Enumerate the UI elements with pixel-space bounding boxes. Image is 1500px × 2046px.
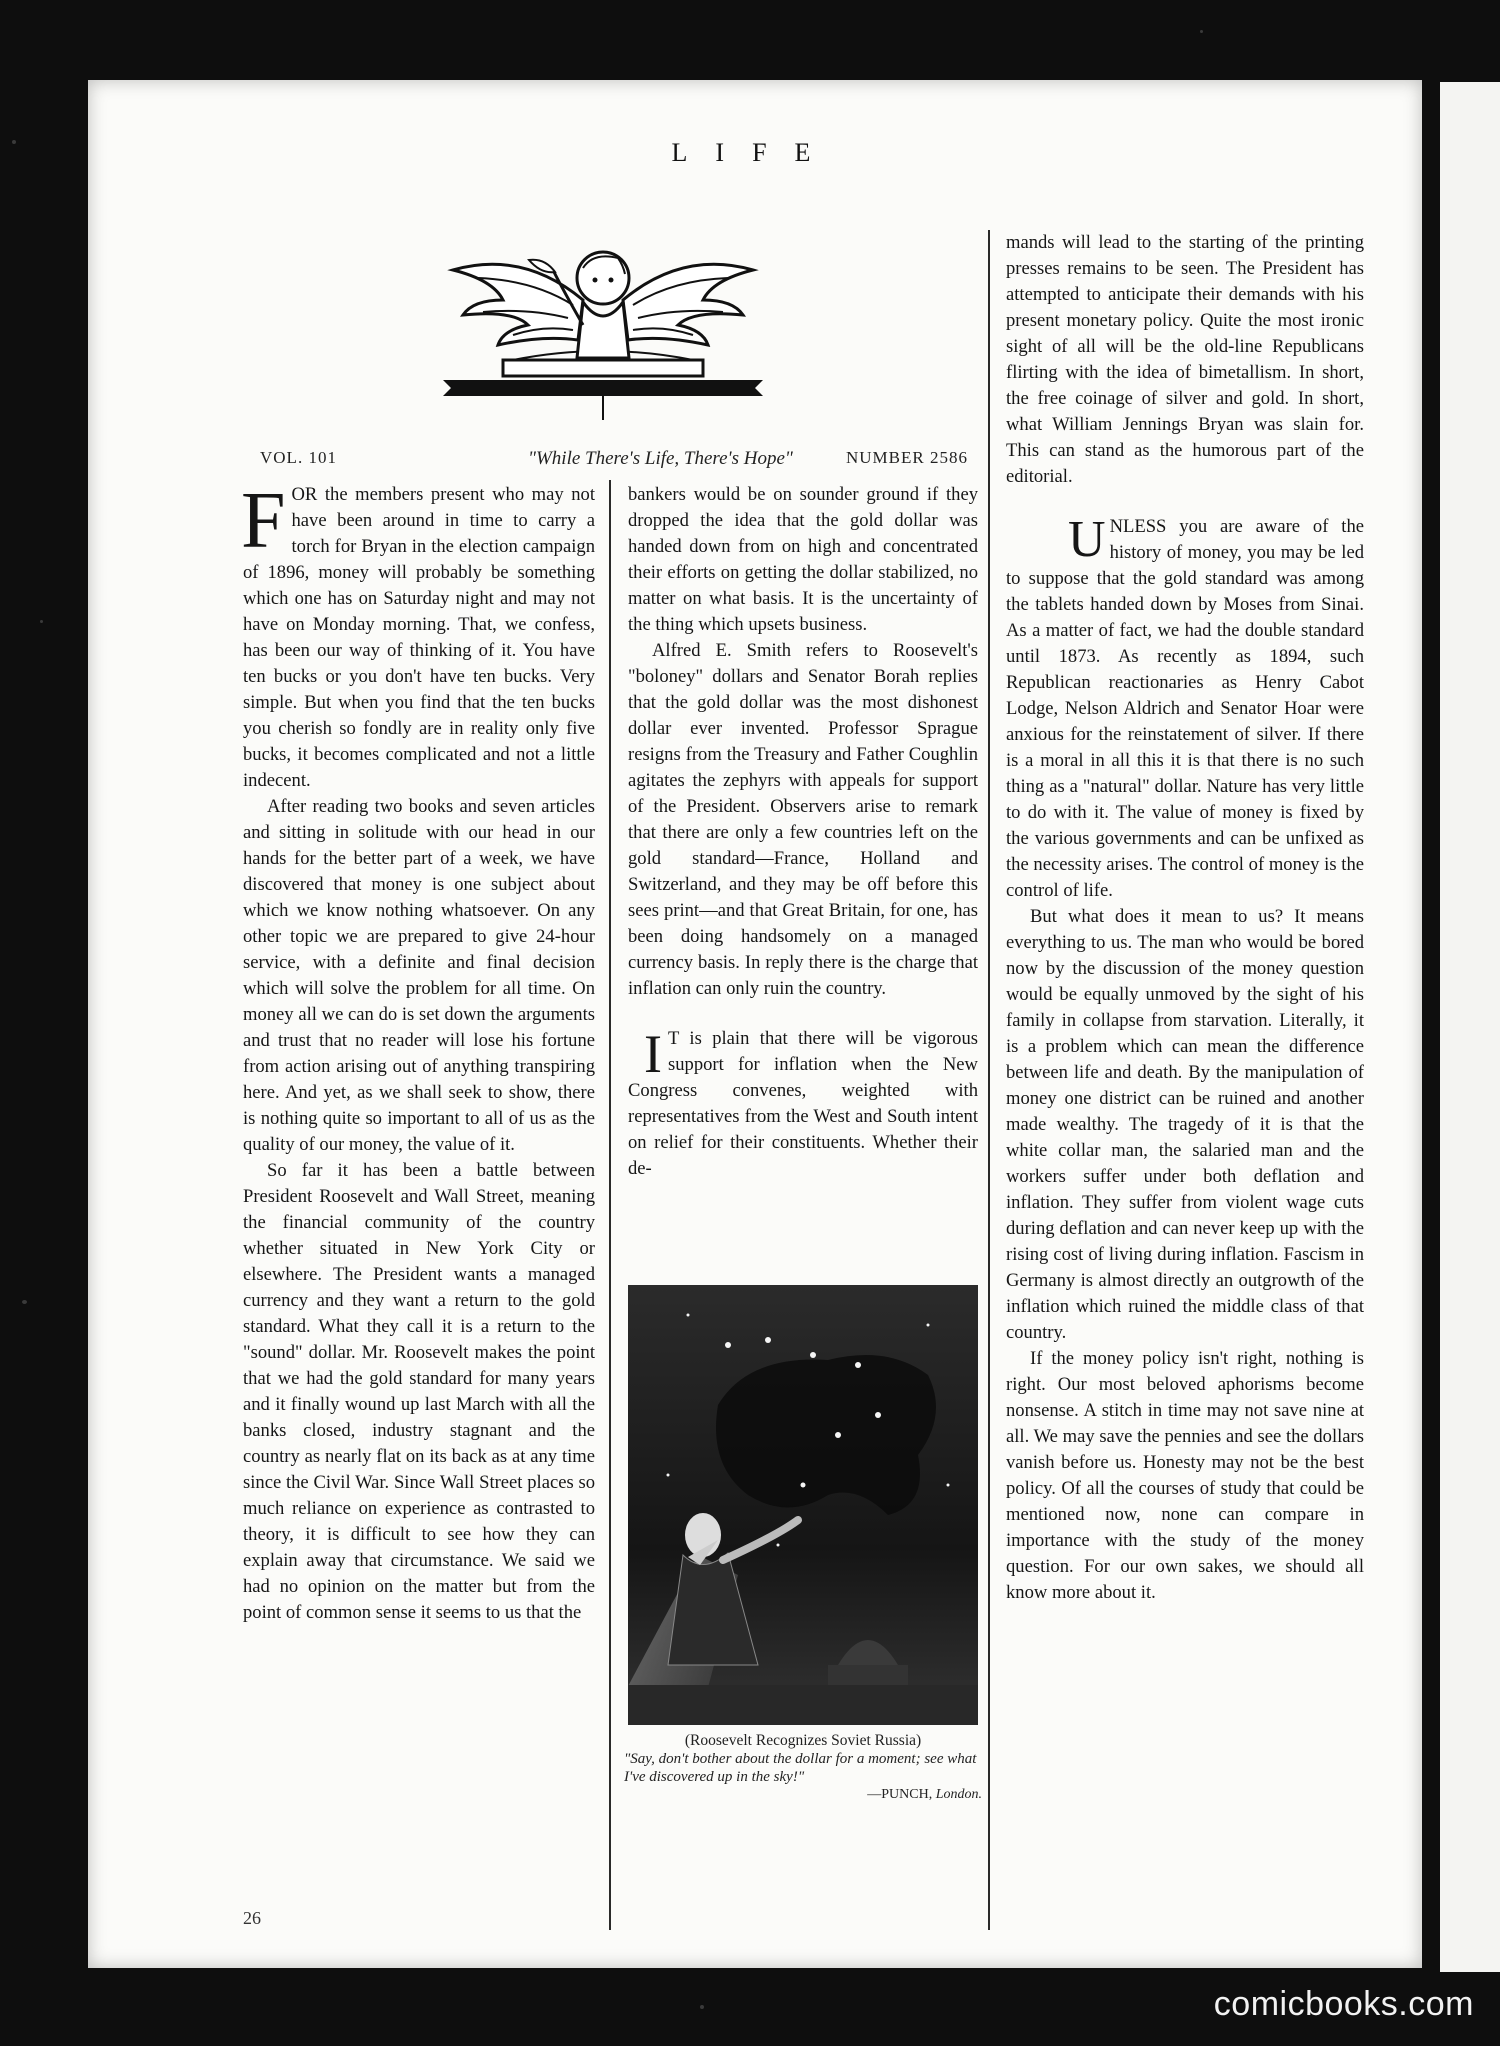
- caption-title: (Roosevelt Recognizes Soviet Russia): [684, 1732, 922, 1749]
- paragraph: So far it has been a battle between President Roosevelt and Wall Street, meaning the financial community of the country whether situated in New York City or elsewhere. The President wants a managed currency and they want a return to the gold standard. What they call it is a return to the "sound" dollar. Mr. Roosevelt makes the point that we had the gold standard for many years and it finally wound up last March with all the banks closed, industry stagnant and the country as nearly flat on its back as at any time since the Civil War. Since Wall Street places so much reliance on experience as contrasted to theory, it is difficult to see how they can explain away that circumstance. We said we had no opinion on the matter but from the point of common sense it seems to us that the: [243, 1160, 595, 1623]
- scan-speck: [40, 620, 43, 623]
- paragraph: Alfred E. Smith refers to Roosevelt's "boloney" dollars and Senator Borah replies that the gold dollar was the most dishonest dollar ever invented. Professor Sprague resigns from the Treasury and Father Coughlin agitates the zephyrs with appeals for support of the President. Observers arise to remark that there are only a few countries left on the gold standard—France, Holland and Switzerland, and they may be off before this sees print—and that Great Britain, for one, has been doing handsomely on a managed currency basis. In reply there is the charge that inflation can only ruin the country.: [628, 640, 978, 999]
- cherub-illustration: [433, 230, 773, 460]
- article-column-3: [1006, 230, 1364, 1606]
- column-rule: [988, 230, 990, 1930]
- scan-speck: [22, 1300, 27, 1304]
- political-cartoon: [628, 1285, 978, 1725]
- drop-cap: U: [1068, 511, 1106, 568]
- magazine-page: [88, 80, 1422, 1968]
- masthead: LIFE: [671, 138, 839, 167]
- paragraph: [241, 477, 595, 794]
- adjacent-page-edge: [1440, 82, 1500, 1972]
- paragraph: [1006, 511, 1364, 904]
- paragraph-text: T is plain that there will be vigorous support for inflation when the New Congress convenes, weighted with representatives from the West and South intent on relief for their constituents. Whether their de-: [628, 1028, 978, 1179]
- scan-speck: [700, 2005, 704, 2009]
- caption-credit: [624, 1786, 982, 1804]
- page-number: 26: [243, 1908, 261, 1928]
- lead-in: NLESS: [1109, 516, 1167, 537]
- paragraph: After reading two books and seven articles and sitting in solitude with our head in our hands for the better part of a week, we have discovered that money is one subject about which we know nothing whatsoever. On any other topic we are prepared to give 24-hour service, with a definite and final decision which will solve the problem for all time. On money all we can do is set down the arguments and trust that no reader will lose his fortune from action arising out of anything transpiring here. And yet, as we shall seek to show, there is nothing quite so important to all of us as the quality of our money, the value of it.: [243, 796, 595, 1155]
- magazine-motto: "While There's Life, There's Hope": [528, 448, 793, 469]
- credit-place: London.: [935, 1787, 982, 1802]
- scan-speck: [1200, 30, 1203, 33]
- lead-in: OR: [291, 484, 318, 505]
- article-column-2: [628, 482, 978, 1182]
- paragraph-text: you are aware of the history of money, you may be led to suppose that the gold standard was among the tablets handed down by Moses from Sinai. As a matter of fact, we had the double standard until 1873. As recently as 1894, such Republican reactionaries as Henry Cabot Lodge, Nelson Aldrich and Senator Hoar were anxious for the reinstatement of silver. If there is a moral in all this it is that there is no such thing as a "natural" dollar. Nature has very little to do with it. The value of money is fixed by the various governments and can be unfixed as the necessity arises. The control of money is the control of life.: [1006, 516, 1364, 901]
- paragraph: bankers would be on sounder ground if they dropped the idea that the gold dollar was handed down from on high and concentrated their efforts on getting the dollar stabilized, no matter on what basis. It is the uncertainty of the thing which upsets business.: [628, 484, 978, 635]
- column-rule: [609, 480, 611, 1930]
- paragraph-text: the members present who may not have been around in time to carry a torch for Bryan in the election campaign of 1896, money will probably be something which one has on Saturday night and may not have on Monday morning. That, we confess, has been our way of thinking of it. You have ten bucks or you don't have ten bucks. Very simple. But when you find that the ten bucks you cherish so fondly are in reality only five bucks, it becomes complicated and not a little indecent.: [243, 484, 595, 791]
- cartoon-caption: [624, 1732, 982, 1804]
- paragraph: [628, 1026, 978, 1182]
- drop-cap: I: [644, 1024, 662, 1084]
- paragraph: mands will lead to the starting of the printing presses remains to be seen. The President has attempted to anticipate their demands with his present monetary policy. Quite the most ironic sight of all will be the old-line Republicans flirting with the idea of bimetallism. In short, the free coinage of silver and gold. In short, what William Jennings Bryan was slain for. This can stand as the humorous part of the editorial.: [1006, 232, 1364, 487]
- issue-number: NUMBER 2586: [846, 448, 968, 467]
- drop-cap: F: [241, 477, 286, 565]
- paragraph: If the money policy isn't right, nothing is right. Our most beloved aphorisms become nonsense. A stitch in time may not save nine at all. We may save the pennies and see the dollars vanish before us. Honesty may not be the best policy. Of all the courses of study that could be mentioned now, none can compare in importance with the study of the money question. For our own sakes, we should all know more about it.: [1006, 1348, 1364, 1603]
- article-column-1: [241, 477, 595, 1626]
- volume-number: VOL. 101: [260, 448, 337, 467]
- scan-speck: [12, 140, 16, 144]
- watermark: comicbooks.com: [1213, 1985, 1474, 2023]
- paragraph: But what does it mean to us? It means everything to us. The man who would be bored now by the discussion of the money question would be equally unmoved by the sight of his family in collapse from starvation. Literally, it is a problem which can mean the difference between life and death. By the manipulation of money one district can be ruined and another made wealthy. The tragedy of it is that the white collar man, the salaried man and the workers suffer under both deflation and inflation. They suffer from violent wage cuts during deflation and can never keep up with the rising cost of living during inflation. Fascism in Germany is almost directly an outgrowth of the inflation which ruined the middle class of that country.: [1006, 906, 1364, 1343]
- caption-quote: "Say, don't bother about the dollar for a moment; see what I've discovered up in the sky!": [624, 1751, 977, 1785]
- credit-source: —PUNCH,: [867, 1787, 933, 1802]
